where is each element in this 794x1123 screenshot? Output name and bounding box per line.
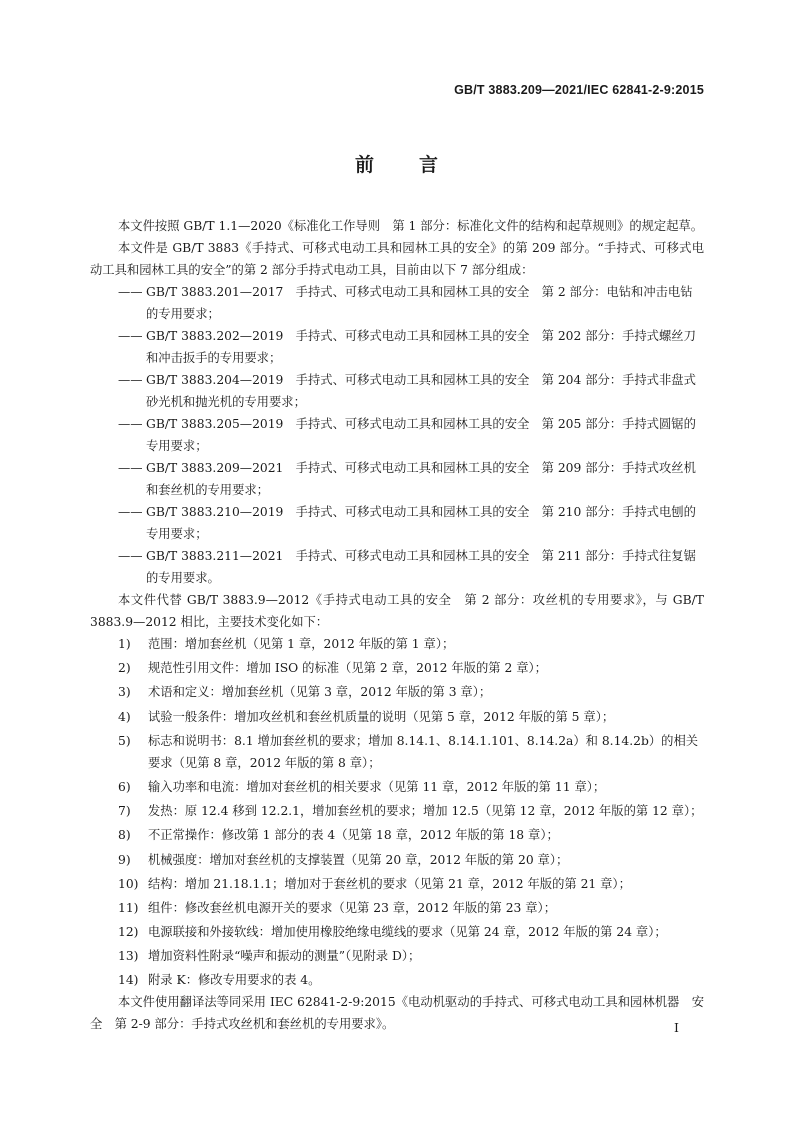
title-char-1: 前 bbox=[354, 154, 375, 176]
paragraph-adoption: 本文件使用翻译法等同采用 IEC 62841-2-9:2015《电动机驱动的手持式、可移式电动工具和园林机器 安全 第 2-9 部分：手持式攻丝机和套丝机的专用要求》。 bbox=[90, 995, 704, 1032]
part-list-item bbox=[90, 545, 704, 589]
part-list-item bbox=[90, 325, 704, 369]
part-list-text: GB/T 3883.204—2019 手持式、可移式电动工具和园林工具的安全 第 204 部分：手持式非盘式砂光机和抛光机的专用要求； bbox=[146, 373, 696, 409]
paragraph-series-intro: 本文件是 GB/T 3883《手持式、可移式电动工具和园林工具的安全》的第 209 部分。“手持式、可移式电动工具和园林工具的安全”的第 2 部分手持式电动工具，目前由以下 7 部分组成： bbox=[90, 241, 704, 277]
change-text: 结构：增加 21.18.1.1；增加对于套丝机的要求（见第 21 章，2012 年版的第 21 章）； bbox=[148, 876, 631, 891]
paragraph-drafting-rules: 本文件按照 GB/T 1.1—2020《标准化工作导则 第 1 部分：标准化文件的结构和起草规则》的规定起草。 bbox=[118, 219, 704, 233]
change-text: 标志和说明书：8.1 增加套丝机的要求；增加 8.14.1、8.14.1.101、8.14.2a）和 8.14.2b）的相关要求（见第 8 章，2012 年版的第 8 章）； bbox=[148, 733, 699, 770]
dash-mark: —— bbox=[118, 417, 143, 431]
part-list-text: GB/T 3883.209—2021 手持式、可移式电动工具和园林工具的安全 第 209 部分：手持式攻丝机和套丝机的专用要求； bbox=[146, 461, 696, 497]
change-number: 3) bbox=[118, 685, 131, 700]
change-list-item bbox=[90, 921, 704, 943]
change-text: 发热：原 12.4 移到 12.2.1，增加套丝机的要求；增加 12.5（见第 12 章，2012 年版的第 12 章）； bbox=[148, 804, 703, 819]
dash-mark: —— bbox=[118, 505, 143, 519]
part-list-item bbox=[90, 413, 704, 457]
dash-mark: —— bbox=[118, 461, 143, 475]
part-list-text: GB/T 3883.202—2019 手持式、可移式电动工具和园林工具的安全 第 202 部分：手持式螺丝刀和冲击扳手的专用要求； bbox=[146, 329, 696, 365]
part-list-item bbox=[90, 457, 704, 501]
change-text: 试验一般条件：增加攻丝机和套丝机质量的说明（见第 5 章，2012 年版的第 5 章）； bbox=[148, 709, 615, 724]
change-text: 组件：修改套丝机电源开关的要求（见第 23 章，2012 年版的第 23 章）； bbox=[148, 900, 557, 915]
change-number: 6) bbox=[118, 779, 131, 794]
change-text: 输入功率和电流：增加对套丝机的相关要求（见第 11 章，2012 年版的第 11 章）； bbox=[148, 779, 606, 794]
part-list-text: GB/T 3883.205—2019 手持式、可移式电动工具和园林工具的安全 第 205 部分：手持式圆锯的专用要求； bbox=[146, 417, 696, 453]
change-list-item bbox=[90, 945, 704, 967]
change-text: 术语和定义：增加套丝机（见第 3 章，2012 年版的第 3 章）； bbox=[148, 685, 492, 700]
part-list-item bbox=[90, 281, 704, 325]
change-list-item bbox=[90, 706, 704, 728]
change-number: 13) bbox=[118, 949, 139, 964]
part-list-text: GB/T 3883.211—2021 手持式、可移式电动工具和园林工具的安全 第 211 部分：手持式往复锯的专用要求。 bbox=[146, 549, 696, 585]
change-text: 增加资料性附录“噪声和振动的测量”（见附录 D）； bbox=[148, 949, 421, 964]
change-list-item bbox=[90, 633, 704, 655]
change-number: 11) bbox=[118, 900, 139, 915]
paragraph-replacement: 本文件代替 GB/T 3883.9—2012《手持式电动工具的安全 第 2 部分：攻丝机的专用要求》，与 GB/T 3883.9—2012 相比，主要技术变化如下： bbox=[90, 593, 704, 629]
change-text: 范围：增加套丝机（见第 1 章，2012 年版的第 1 章）； bbox=[148, 637, 455, 651]
change-text: 规范性引用文件：增加 ISO 的标准（见第 2 章，2012 年版的第 2 章）； bbox=[148, 661, 547, 676]
page-number: I bbox=[674, 1020, 679, 1035]
change-number: 8) bbox=[118, 828, 131, 843]
change-number: 7) bbox=[118, 804, 131, 819]
foreword-body bbox=[90, 215, 704, 1035]
document-code-header: GB/T 3883.209—2021/IEC 62841-2-9:2015 bbox=[454, 83, 704, 97]
change-number: 9) bbox=[118, 852, 131, 867]
part-list-item bbox=[90, 501, 704, 545]
dash-mark: —— bbox=[118, 373, 143, 387]
change-number: 10) bbox=[118, 876, 139, 891]
change-list-item bbox=[90, 657, 704, 679]
change-number: 5) bbox=[118, 733, 131, 748]
part-list-text: GB/T 3883.210—2019 手持式、可移式电动工具和园林工具的安全 第 210 部分：手持式电刨的专用要求； bbox=[146, 505, 696, 541]
change-list-item bbox=[90, 873, 704, 895]
change-text: 附录 K：修改专用要求的表 4。 bbox=[148, 973, 321, 988]
change-list-item bbox=[90, 824, 704, 846]
change-text: 机械强度：增加对套丝机的支撑装置（见第 20 章，2012 年版的第 20 章）； bbox=[148, 852, 569, 867]
page-title bbox=[0, 150, 794, 177]
dash-mark: —— bbox=[118, 329, 143, 343]
title-char-2: 言 bbox=[419, 154, 440, 176]
change-number: 12) bbox=[118, 925, 139, 940]
change-list-item bbox=[90, 800, 704, 822]
change-list-item bbox=[90, 730, 704, 774]
change-number: 4) bbox=[118, 709, 131, 724]
dash-mark: —— bbox=[118, 285, 143, 299]
change-number: 1) bbox=[118, 637, 131, 651]
part-list-text: GB/T 3883.201—2017 手持式、可移式电动工具和园林工具的安全 第 2 部分：电钻和冲击电钻的专用要求； bbox=[146, 285, 693, 321]
change-list-item bbox=[90, 897, 704, 919]
change-list-item bbox=[90, 681, 704, 703]
dash-mark: —— bbox=[118, 549, 143, 563]
change-text: 电源联接和外接软线：增加使用橡胶绝缘电缆线的要求（见第 24 章，2012 年版的第 24 章）； bbox=[148, 925, 667, 940]
change-number: 2) bbox=[118, 661, 131, 676]
change-number: 14) bbox=[118, 973, 139, 988]
change-text: 不正常操作：修改第 1 部分的表 4（见第 18 章，2012 年版的第 18 章）； bbox=[148, 828, 559, 843]
change-list-item bbox=[90, 969, 704, 991]
change-list-item bbox=[90, 849, 704, 871]
change-list-item bbox=[90, 776, 704, 798]
part-list-item bbox=[90, 369, 704, 413]
